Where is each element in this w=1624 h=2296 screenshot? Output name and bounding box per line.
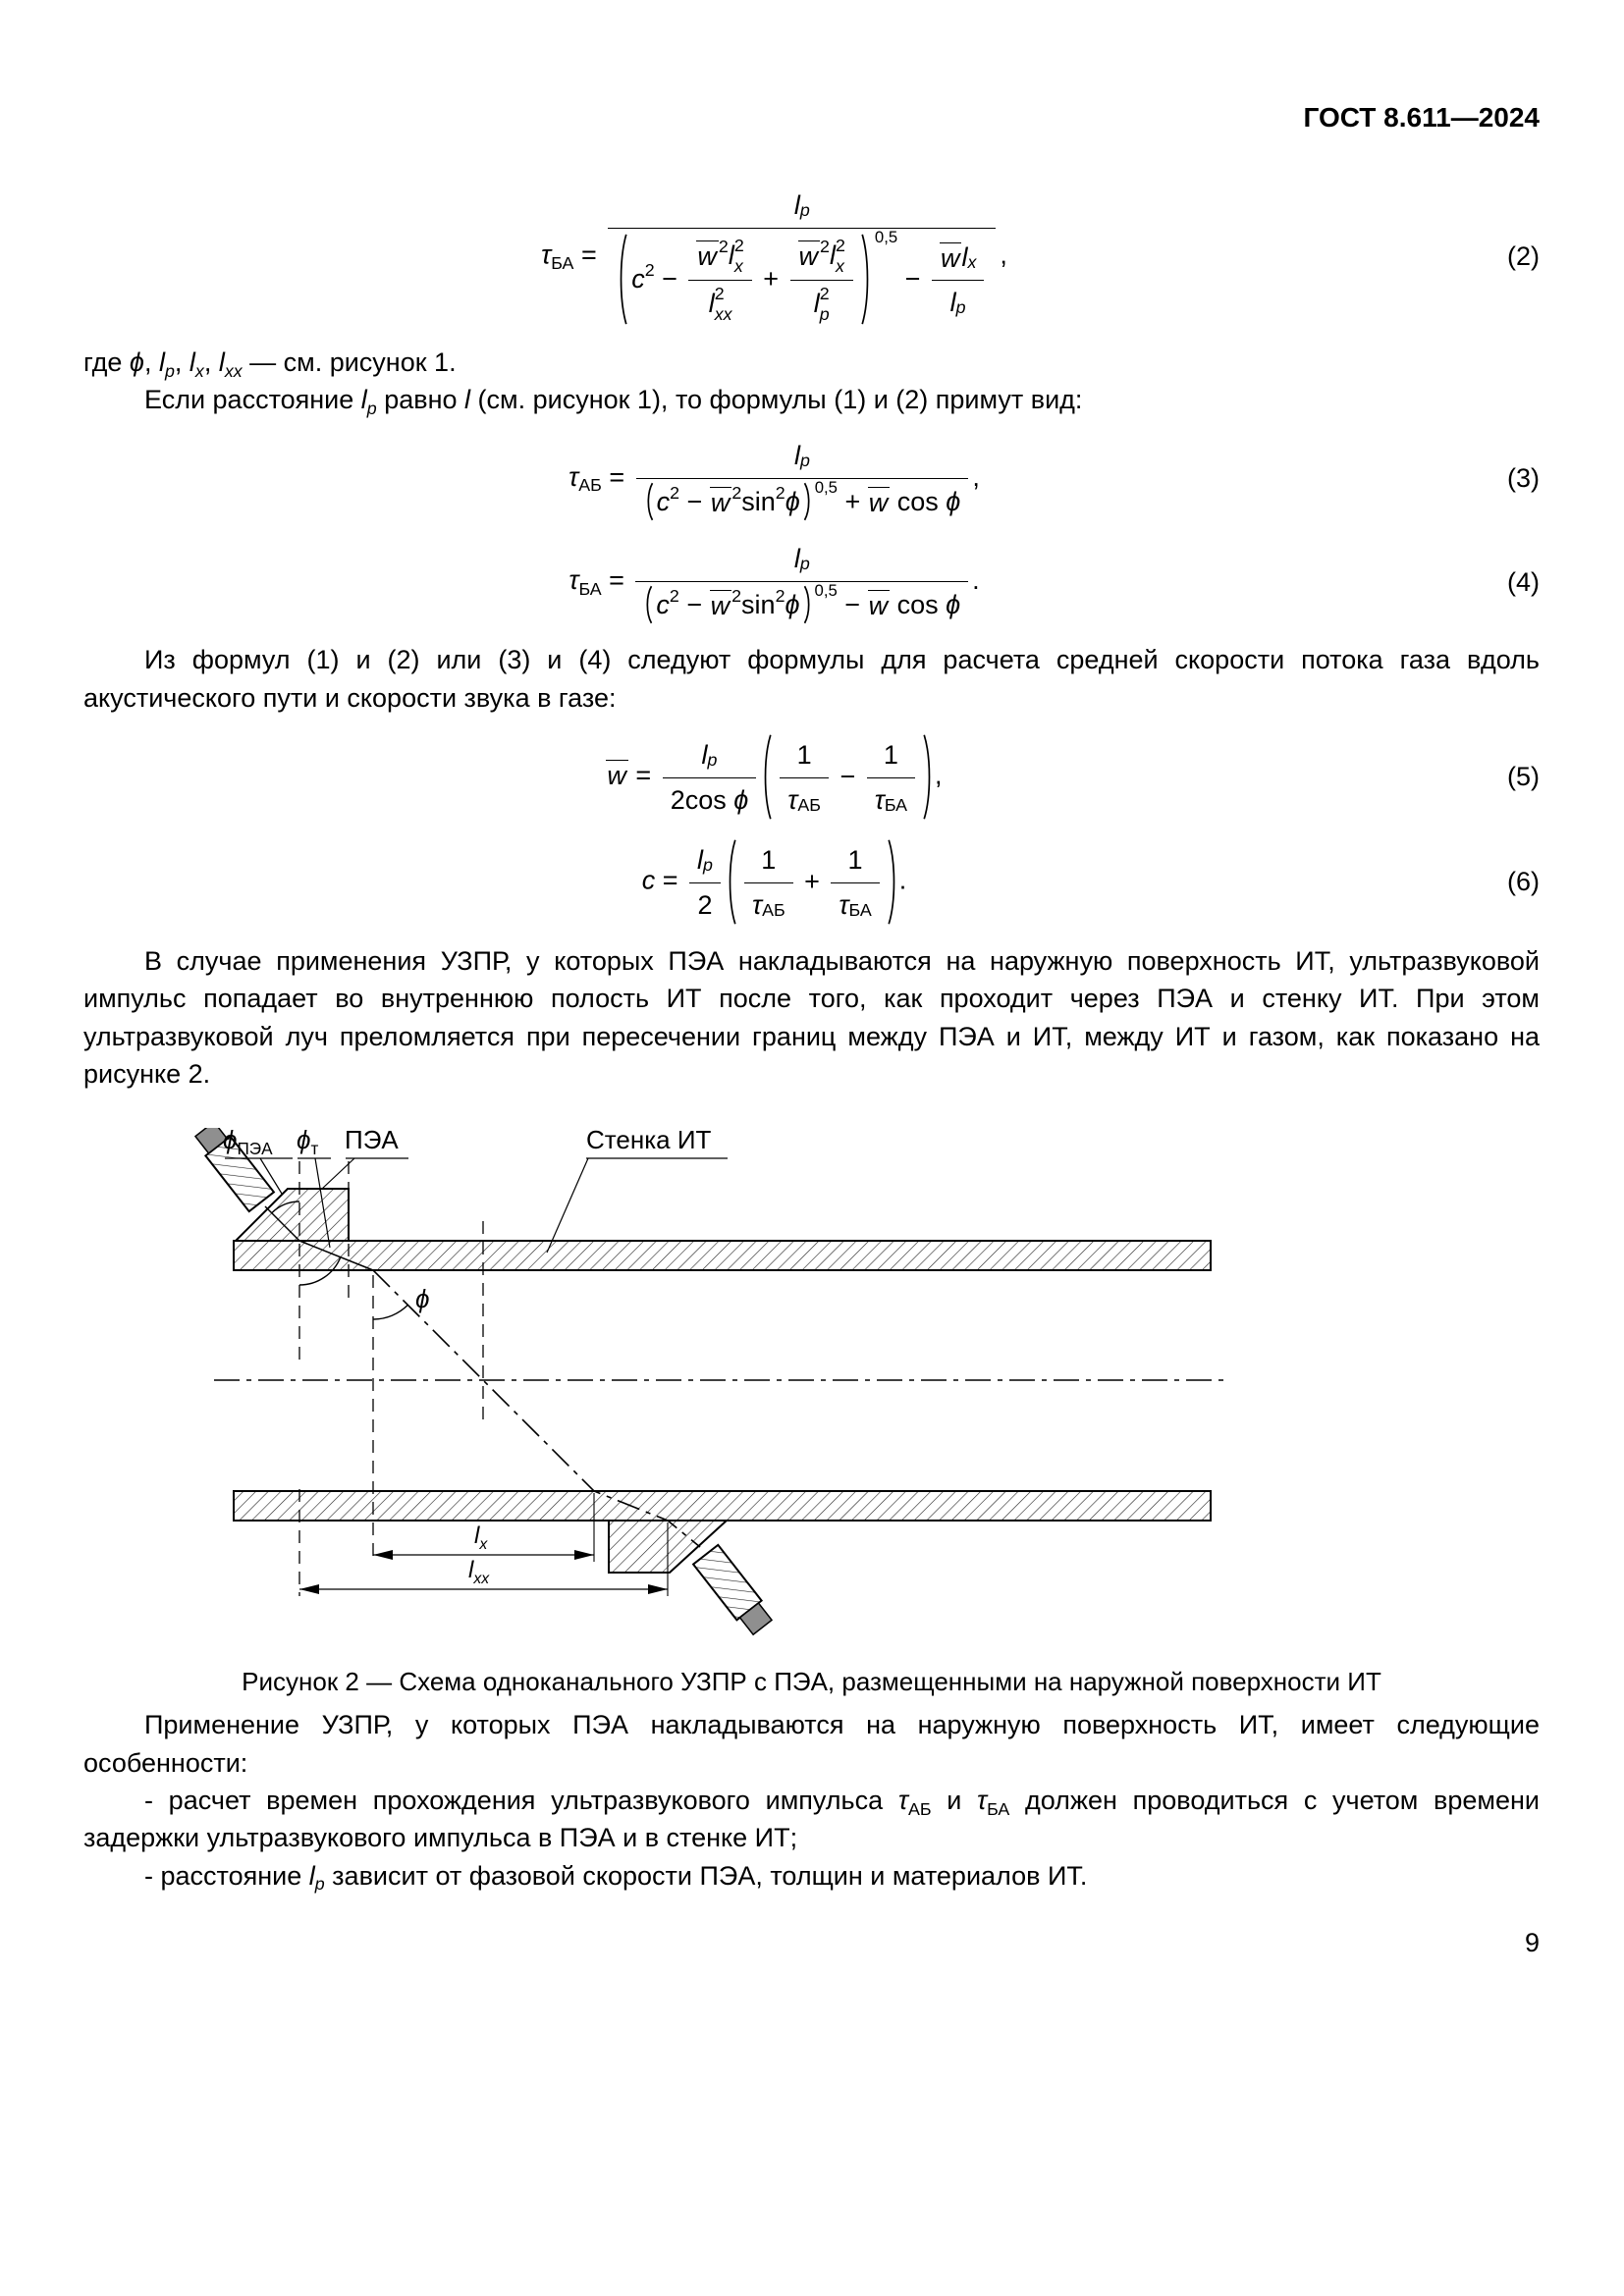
pipe-wall-bottom (234, 1491, 1211, 1521)
figure-label-pea: ПЭА (345, 1125, 399, 1155)
equation-3-body (83, 435, 1465, 522)
figure-label-phi-pea: $\phi_{ПЭА}$ (223, 1125, 273, 1159)
angle-arc-phi (373, 1306, 407, 1320)
equation-5-formula: w = l p 2cos ϕ 1 τ АБ − 1 τ БА , (606, 732, 942, 822)
figure-2 (83, 1125, 1540, 1700)
equation-2-number: (2) (1507, 240, 1540, 271)
equation-4-body (83, 538, 1465, 625)
figure-label-lx: $l_x$ (474, 1522, 488, 1553)
pipe-wall-top (234, 1241, 1211, 1270)
paragraph-iz-formul: Из формул (1) и (2) или (3) и (4) следуют формулы для расчета средней скорости потока газа вдоль акустического пути и скорости звука в газе: (83, 645, 1540, 713)
equation-2 (83, 185, 1540, 328)
page-number: 9 (1524, 1927, 1540, 1957)
paragraph-esli: Если расстояние $l_p$ равно l (см. рисунок 1), то формулы (1) и (2) примут вид: (144, 385, 1083, 419)
paragraph-bullet-1: - расчет времен прохождения ультразвукового импульса $\tau_{АБ}$ и $\tau_{БА}$ должен проводиться с учетом времени задержки ультразвукового импульса в ПЭА и в стенке ИТ; (83, 1785, 1540, 1853)
figure-2-drawing (182, 1125, 1242, 1638)
transducer-bottom (609, 1521, 775, 1637)
equation-3 (83, 435, 1540, 522)
figure-label-wall-it: Стенка ИТ (586, 1125, 712, 1155)
equation-4 (83, 538, 1540, 625)
equation-5 (83, 732, 1540, 822)
figure-2-schematic (182, 1125, 1242, 1638)
equation-6-number: (6) (1507, 867, 1540, 897)
equation-2-body (83, 185, 1465, 328)
figure-2-caption: Рисунок 2 — Схема одноканального УЗПР с ПЭА, размещенными на наружной поверхности ИТ (242, 1667, 1381, 1697)
figure-label-phi-t: $\phi_т$ (297, 1125, 319, 1159)
equation-3-number: (3) (1507, 463, 1540, 494)
equation-4-formula: $\tau_{БА}$ = l p c 2 − w 2 sin 2 ϕ 0,5 − w cos ϕ . (568, 538, 979, 625)
equation-6-formula: c = l p 2 1 τ АБ + 1 τ БА . (642, 837, 906, 927)
equation-6-body (83, 837, 1465, 927)
equation-6 (83, 837, 1540, 927)
page-header-title: ГОСТ 8.611—2024 (1303, 102, 1540, 133)
equation-2-formula: $\tau_{БА}$ = l p c 2 − w 2 l 2 x l 2 xx + w 2 l 2 x l 2 p 0,5 − w l x l p , (541, 185, 1007, 328)
paragraph-primenenie: Применение УЗПР, у которых ПЭА накладываются на наружную поверхность ИТ, имеет следующие особенности: (83, 1710, 1540, 1778)
paragraph-bullet-2: - расстояние $l_p$ зависит от фазовой скорости ПЭА, толщин и материалов ИТ. (144, 1860, 1088, 1895)
figure-label-phi: ϕ (415, 1284, 430, 1314)
equation-3-formula: $\tau_{АБ}$ = l p c 2 − w 2 sin 2 ϕ 0,5 + w cos ϕ , (568, 435, 980, 522)
figure-label-lxx: $l_{xx}$ (468, 1557, 490, 1587)
paragraph-gde: где ϕ, $l_p$, $l_x$, $l_{xx}$ — см. рисунок 1. (83, 347, 457, 381)
equation-4-number: (4) (1507, 566, 1540, 597)
equation-5-body (83, 732, 1465, 822)
paragraph-v-sluchae: В случае применения УЗПР, у которых ПЭА накладываются на наружную поверхность ИТ, ультразвуковой импульс попадает во внутреннюю полость ИТ после того, как проходит через ПЭА и стенку ИТ. При этом ультразвуковой луч преломляется при пересечении границ между ПЭА и ИТ, между ИТ и газом, как показано на рисунке 2. (83, 946, 1540, 1090)
equation-5-number: (5) (1507, 762, 1540, 792)
